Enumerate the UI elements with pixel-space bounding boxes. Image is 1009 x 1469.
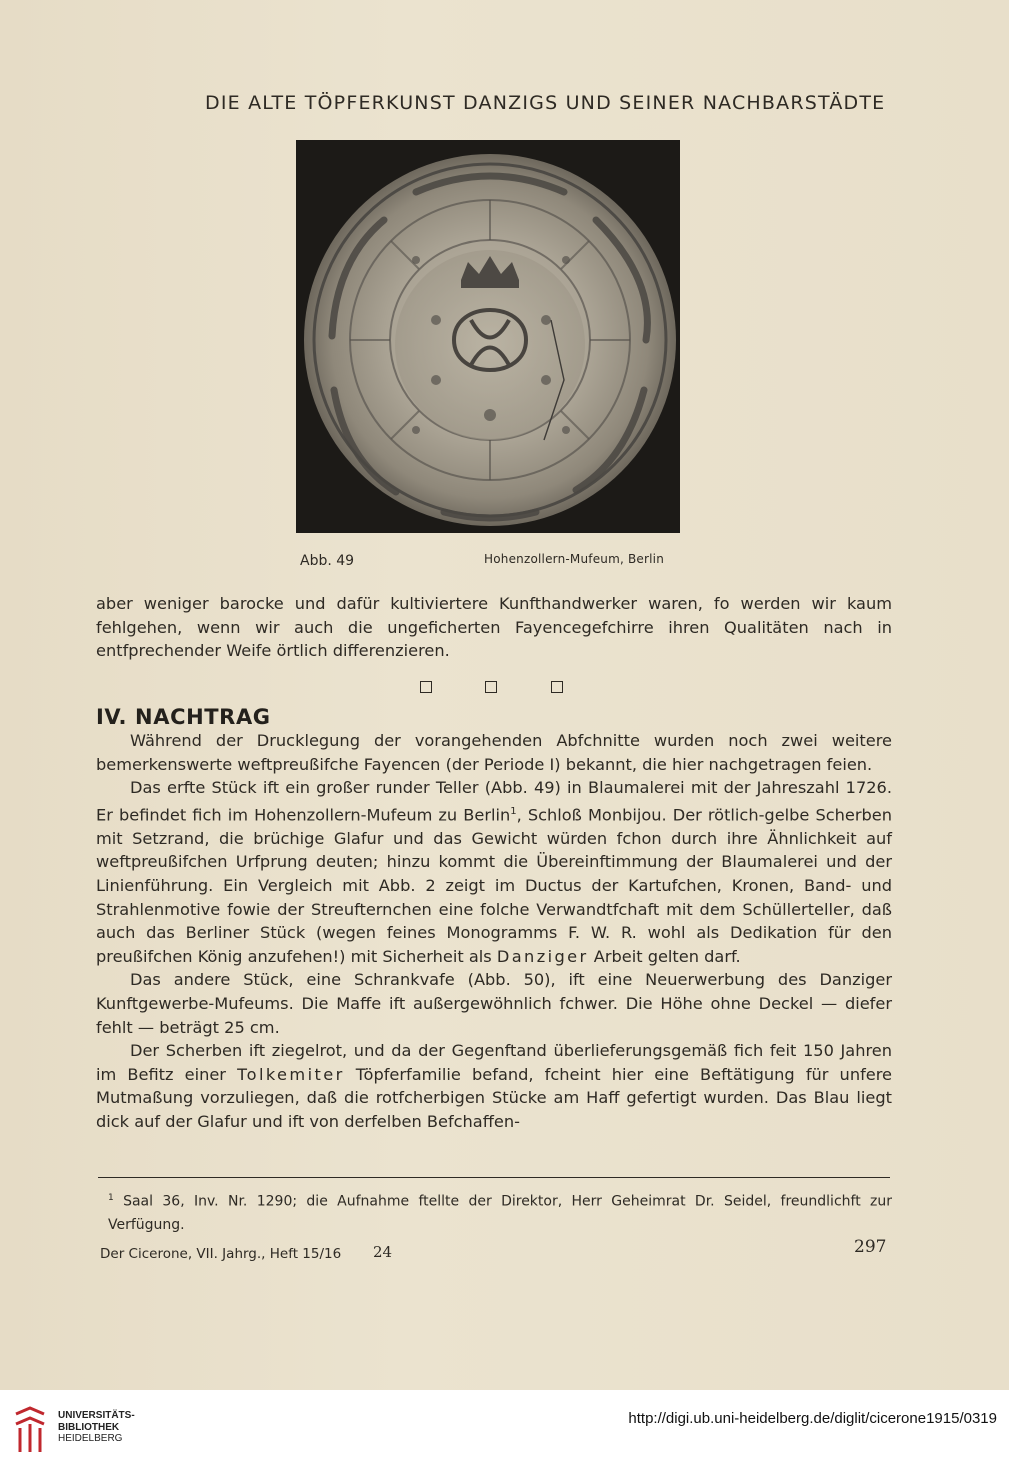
section-ornaments — [420, 679, 570, 695]
intro-text: aber weniger barocke und dafür kultiviertere Kunfthandwerker waren, fo werden wir kaum fehlgehen, wenn wir auch die ungeficherten Fayencegefchirre ihren Qualitäten nach in entfprechender Weife örtlich differenzieren. — [96, 594, 892, 661]
square-ornament-icon — [420, 681, 432, 693]
signature-mark: 24 — [373, 1243, 393, 1261]
plate-image — [296, 140, 680, 533]
figure-label: Abb. 49 — [300, 553, 355, 569]
paragraph-2 — [96, 776, 892, 968]
running-head: DIE ALTE TÖPFERKUNST DANZIGS UND SEINER NACHBARSTÄDTE — [205, 92, 886, 114]
paragraph-1: Während der Drucklegung der vorangehenden Abfchnitte wurden noch zwei weitere bemerkenswerte weftpreußifche Fayencen (der Periode I) bekannt, die hier nachgetragen feien. — [96, 731, 892, 774]
library-name — [58, 1410, 135, 1445]
page-number: 297 — [854, 1237, 887, 1257]
emphasized-word-danziger: Danziger — [496, 946, 589, 966]
library-name-line-1: UNIVERSITÄTS- — [58, 1410, 135, 1421]
footnote-text: Saal 36, Inv. Nr. 1290; die Aufnahme ftellte der Direktor, Herr Geheimrat Dr. Seidel, freundlichft zur Verfügung. — [108, 1193, 893, 1233]
paragraph-4-part-b: Töpferfamilie befand, fcheint hier eine Beftätigung für unfere Mutmaßung vorzuliegen, daß die rotfcherbigen Stücke am Haff gefertigt wurden. Das Blau liegt dick auf der Glafur und ift von derfelben Befchaffen- — [96, 1064, 892, 1131]
paragraph-2-part-b: , Schloß Monbijou. Der rötlich-gelbe Scherben mit Setzrand, die brüchige Glafur und das Gewicht würden fchon durch ihre Ähnlichkeit auf weftpreußifchen Urfprung deuten; hinzu kommt die Übereinftimmung der Blaumalerei und der Linienführung. Ein Vergleich mit Abb. 2 zeigt im Ductus der Kartufchen, Kronen, Band- und Strahlenmotive fowie der Streufternchen eine folche Verwandtfchaft mit dem Schüllerteller, daß auch das Berliner Stück (wegen feines Monogramms F. W. R. wohl als Dedikation für den preußifchen König anzufehen!) mit Sicherheit als — [96, 805, 893, 966]
library-name-line-3: HEIDELBERG — [58, 1433, 123, 1444]
paragraph-2-part-a: Das erfte Stück ift ein großer runder Teller (Abb. 49) in Blaumalerei mit der Jahreszahl 1726. Er befindet fich im Hohenzollern-Mufeum zu Berlin — [96, 778, 892, 825]
footnote-marker: 1 — [108, 1193, 114, 1203]
library-name-line-2: BIBLIOTHEK — [58, 1421, 120, 1433]
library-footer-bar — [0, 1390, 1009, 1469]
paragraph-3: Das andere Stück, eine Schrankvafe (Abb. 50), ift eine Neuerwerbung des Danziger Kunftgewerbe-Mufeums. Die Maffe ift außergewöhnlich fchwer. Die Höhe ohne Deckel — diefer fehlt — beträgt 25 cm. — [96, 970, 892, 1037]
figure-credit: Hohenzollern-Mufeum, Berlin — [484, 552, 665, 566]
paragraph-4-part-a: Der Scherben ift ziegelrot, und da der Gegenftand überlieferungsgemäß fich feit 150 Jahren im Befitz einer — [96, 1041, 892, 1084]
footnote — [108, 1187, 892, 1237]
footnote-divider — [98, 1177, 890, 1178]
square-ornament-icon — [551, 681, 563, 693]
body-text — [96, 729, 892, 1133]
emphasized-word-tolkemiter: Tolkemiter — [237, 1064, 345, 1084]
library-logo-icon — [10, 1404, 52, 1458]
paragraph-4 — [96, 1039, 892, 1133]
paragraph-2-part-c: Arbeit gelten darf. — [593, 946, 741, 966]
square-ornament-icon — [485, 681, 497, 693]
section-title: IV. NACHTRAG — [96, 705, 271, 729]
journal-footer: Der Cicerone, VII. Jahrg., Heft 15/16 — [100, 1246, 342, 1262]
intro-paragraph — [96, 592, 892, 663]
footnote-reference: 1 — [510, 805, 517, 817]
plate-photograph — [296, 140, 680, 533]
source-url-link[interactable]: http://digi.ub.uni-heidelberg.de/diglit/cicerone1915/0319 — [628, 1410, 997, 1427]
